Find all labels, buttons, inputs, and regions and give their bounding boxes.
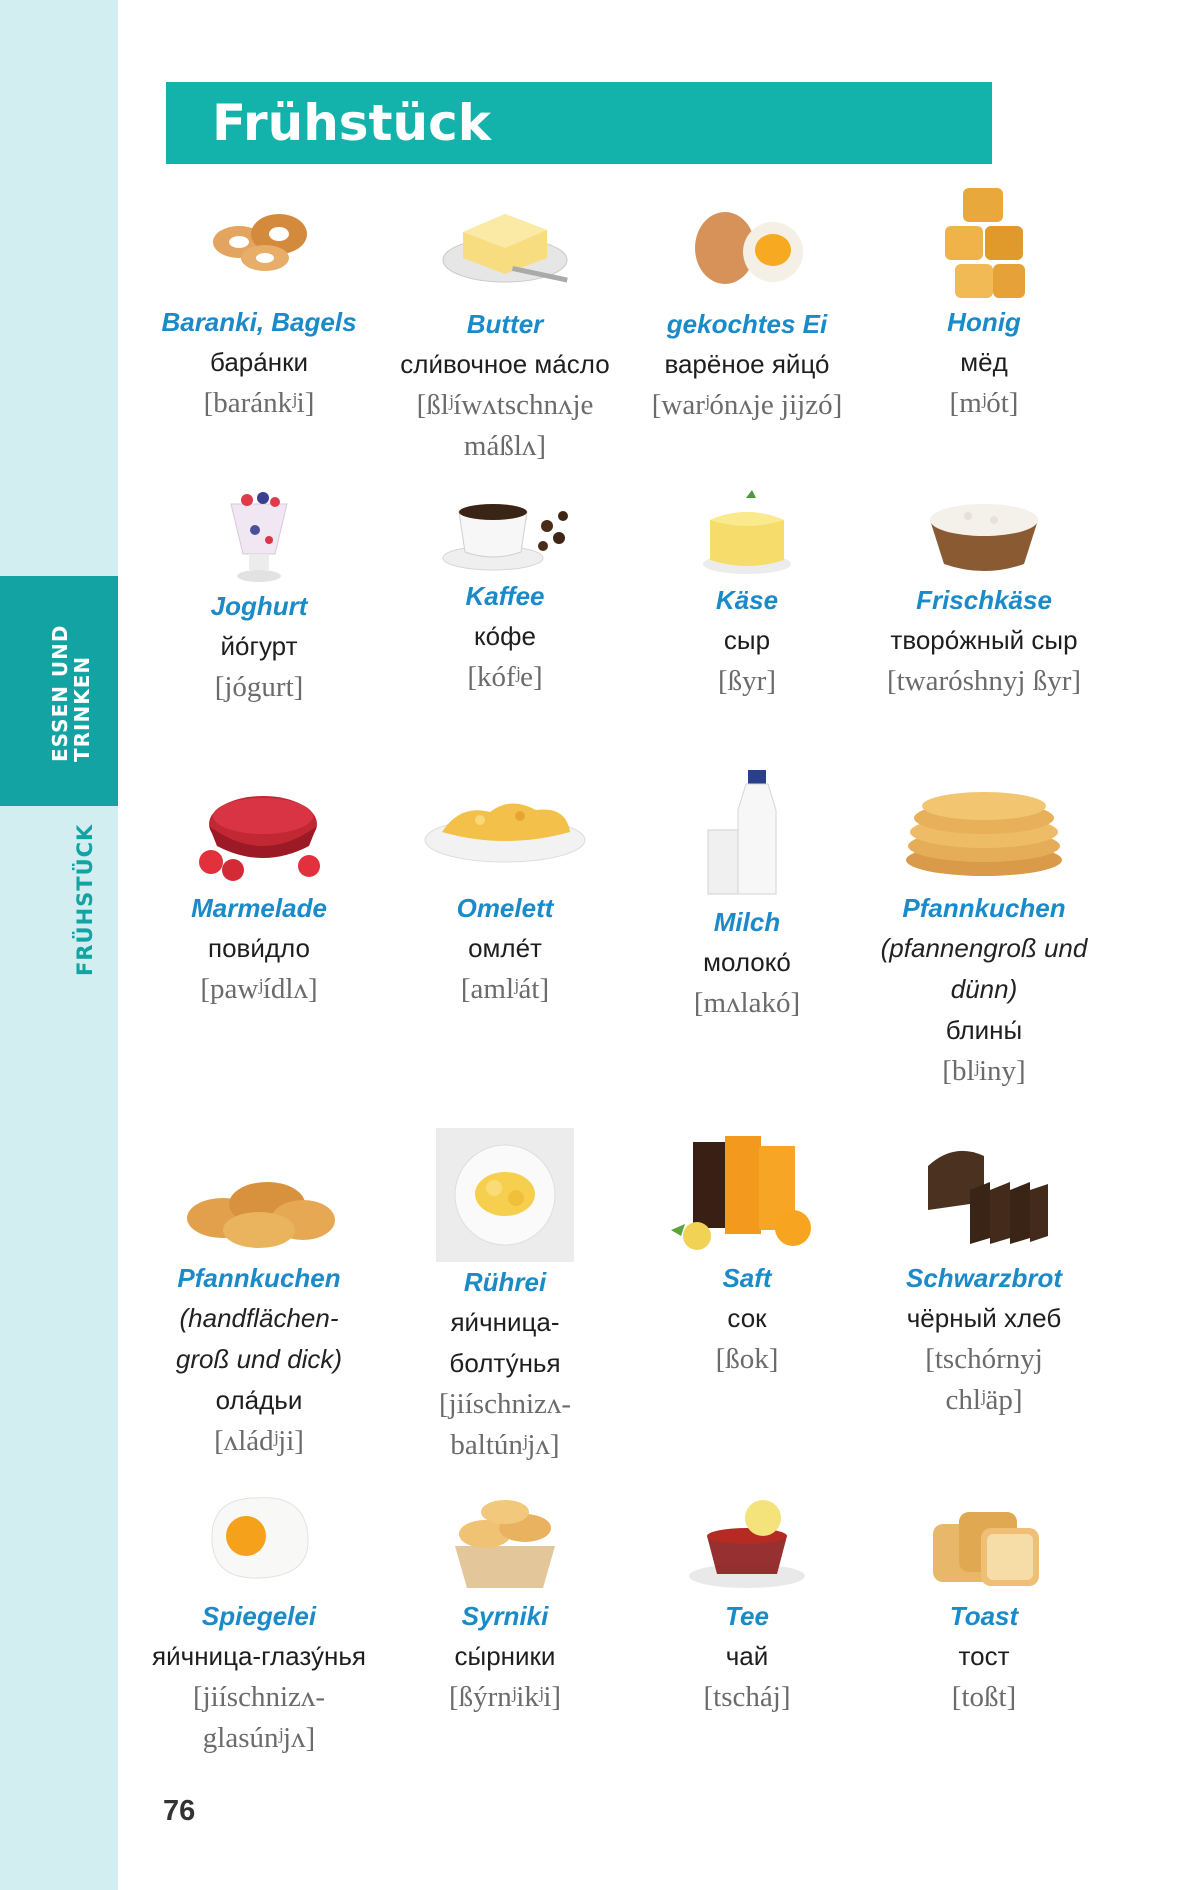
word-transcription: [tscháj] [703,1681,791,1713]
vocab-item [385,1484,625,1718]
honey-icon [939,182,1029,302]
sidebar [0,0,118,1890]
word-german: Omelett [456,893,554,923]
word-german: Kaffee [465,581,545,611]
word-german: Käse [715,585,779,615]
crepes-icon [899,766,1069,888]
word-russian: варёное яйцо́ [664,349,830,379]
word-transcription: [blʲiny] [942,1055,1026,1087]
tea-icon [677,1484,817,1596]
word-russian: чай [725,1641,769,1671]
word-german: Saft [722,1263,772,1293]
word-russian: сок [727,1303,767,1333]
word-german: Spiegelei [201,1601,317,1631]
word-german: Milch [713,907,781,937]
vocab-item [385,182,625,467]
word-german: Baranki, Bagels [161,307,357,337]
word-russian: сли́вочное ма́сло [400,349,610,379]
word-russian: яи́чница-болту́нья [449,1307,561,1378]
word-russian: ко́фе [474,621,536,651]
sidebar-section-line2: TRINKEN [70,655,94,762]
word-transcription: [baránkʲi] [203,387,315,419]
word-transcription: [ßyr] [718,665,776,697]
word-transcription: [warʲónʌje jijzó] [651,389,843,421]
page-number: 76 [163,1795,196,1827]
word-russian: мёд [960,347,1008,377]
word-transcription: [jiíschnizʌ-glasúnʲjʌ] [192,1681,326,1754]
sidebar-section-label [49,624,93,762]
rye-bread-icon [914,1132,1054,1258]
cheese-icon [692,486,802,580]
word-russian: сы́рники [454,1641,556,1671]
coffee-icon [435,486,575,576]
page-title: Frühstück [212,94,491,152]
word-german: Marmelade [191,893,327,923]
word-transcription: [toßt] [951,1681,1017,1713]
sidebar-section-line1: ESSEN UND [48,624,72,762]
word-german: Syrniki [461,1601,549,1631]
boiled-egg-icon [677,182,817,304]
vocab-item [139,766,379,1010]
milk-icon [702,766,792,902]
word-transcription: [ßlʲíwʌtschnʌje máßlʌ] [416,389,594,462]
word-russian: йо́гурт [220,631,298,661]
vocab-item [864,486,1104,702]
word-russian: сыр [723,625,771,655]
vocab-item [627,486,867,702]
word-russian: творо́жный сыр [890,625,1078,655]
fried-egg-icon [194,1484,324,1596]
word-german: Tee [725,1601,769,1631]
vocab-item [139,1484,379,1759]
vocab-item [627,182,867,426]
word-german: Pfannkuchen [902,893,1066,923]
vocab-item [627,1132,867,1380]
vocab-item [627,766,867,1024]
word-transcription: [ßýrnʲikʲi] [448,1681,562,1713]
word-german: Joghurt [210,591,308,621]
word-russian: ола́дьи [215,1385,303,1415]
word-russian: тост [958,1641,1010,1671]
word-transcription: [kófʲe] [467,661,543,693]
word-russian: блины́ [945,1015,1023,1045]
scrambled-egg-icon [436,1128,574,1262]
word-german: Toast [949,1601,1019,1631]
word-russian: чёрный хлеб [906,1303,1062,1333]
word-german: Schwarzbrot [905,1263,1063,1293]
word-german-note: (pfannengroß und dünn) [880,933,1088,1004]
word-transcription: [ʌládʲji] [214,1425,304,1457]
word-transcription: [mʌlakó] [693,987,801,1019]
word-transcription: [jógurt] [214,671,304,703]
bagels-icon [199,182,319,302]
vocab-item [627,1484,867,1718]
juice-icon [667,1132,827,1258]
vocab-item [139,1142,379,1462]
word-transcription: [tschórnyj chlʲäp] [925,1343,1043,1416]
word-transcription: [ßok] [715,1343,779,1375]
vocab-item [864,1484,1104,1718]
word-russian: яи́чница-глазу́нья [152,1641,366,1671]
word-russian: пови́дло [208,933,310,963]
vocab-item [864,1132,1104,1421]
word-german: Honig [947,307,1021,337]
vocab-item [385,1128,625,1466]
word-russian: молоко́ [703,947,791,977]
vocab-item [385,766,625,1010]
vocab-item [139,486,379,708]
sidebar-subsection-label[interactable]: FRÜHSTÜCK [73,823,97,976]
word-german: gekochtes Ei [666,309,828,339]
pancakes-icon [179,1142,339,1258]
word-transcription: [mʲót] [949,387,1019,419]
word-transcription: [twaróshnyj ßyr] [886,665,1082,697]
word-german: Rührei [463,1267,547,1297]
jam-icon [189,766,329,888]
yoghurt-icon [219,486,299,586]
word-german: Frischkäse [916,585,1052,615]
syrniki-icon [445,1484,565,1596]
vocab-item [864,766,1104,1092]
vocab-item [385,486,625,698]
word-german-note: (handflächen-groß und dick) [175,1303,343,1374]
vocab-item [139,182,379,424]
word-transcription: [jiíschnizʌ-baltúnʲjʌ] [438,1388,572,1461]
toast-icon [919,1484,1049,1596]
vocab-item [864,182,1104,424]
word-russian: омле́т [468,933,542,963]
butter-icon [435,182,575,304]
word-russian: бара́нки [210,347,308,377]
word-transcription: [amlʲát] [460,973,550,1005]
word-german: Pfannkuchen [177,1263,341,1293]
word-transcription: [pawʲídlʌ] [200,973,318,1005]
omelette-icon [420,766,590,888]
word-german: Butter [466,309,544,339]
cottage-cheese-icon [924,486,1044,580]
